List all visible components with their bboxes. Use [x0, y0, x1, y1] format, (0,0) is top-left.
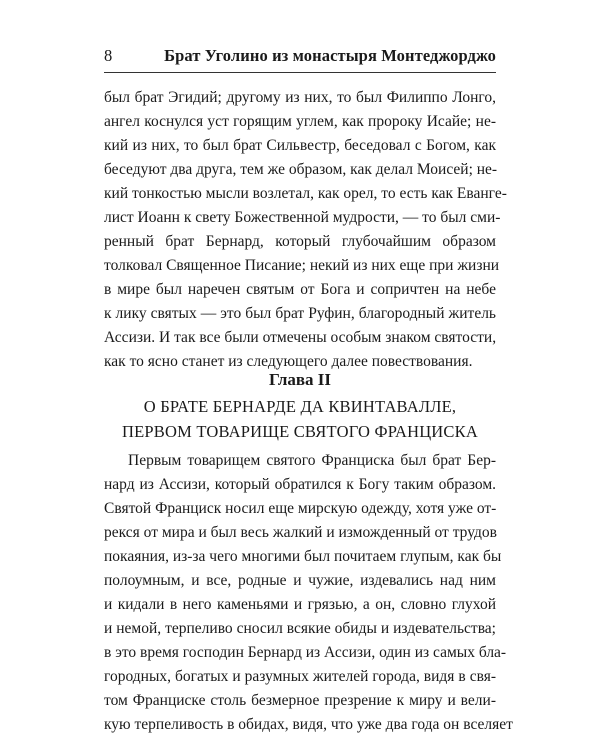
text-line: нард из Ассизи, который обратился к Богу таким образом.	[104, 476, 496, 493]
text-line: покаяния, из-за чего многими был почитаем глупым, как бы	[104, 548, 502, 565]
text-line: и немой, терпеливо сносил всякие обиды и издевательства;	[104, 620, 496, 637]
text-line: Святой Франциск носил еще мирскую одежду, хотя уже от-	[104, 500, 497, 517]
text-line: рекся от мира и был весь жалкий и изможденный от трудов	[104, 524, 497, 541]
text-line: в мире был наречен святым от Бога и сопричтен на небе	[104, 281, 496, 298]
text-line: и кидали в него каменьями и грязью, а он, словно глухой	[104, 596, 496, 613]
running-head	[104, 44, 496, 68]
chapter-subtitle-line: ПЕРВОМ ТОВАРИЩЕ СВЯТОГО ФРАНЦИСКА	[122, 422, 478, 441]
chapter-title: Глава II	[268, 370, 332, 389]
text-line: том Франциске столь безмерное презрение к миру и вели-	[104, 692, 496, 709]
text-line: ангел коснулся уст горящим углем, как пророку Исайе; не-	[104, 113, 496, 130]
text-line: был брат Эгидий; другому из них, то был Филиппо Лонго,	[104, 89, 496, 106]
text-line: кую терпеливость в обидах, видя, что уже два года он вселяет	[104, 716, 513, 733]
chapter-subtitle	[104, 394, 496, 444]
text-line: городных, богатых и разумных жителей города, видя в свя-	[104, 668, 496, 685]
running-title: Брат Уголино из монастыря Монтеджорджо	[164, 46, 496, 65]
text-line: беседуют два друга, тем же образом, как делал Моисей; не-	[104, 161, 498, 178]
text-line: кий тонкостью мысли возлетал, как орел, то есть как Еванге-	[104, 185, 507, 202]
text-line: полоумным, и все, родные и чужие, издевались над ним	[104, 572, 496, 589]
page-number: 8	[104, 46, 113, 65]
book-page	[104, 0, 513, 750]
text-line: ренный брат Бернард, который глубочайшим образом	[104, 233, 496, 250]
text-line: лист Иоанн к свету Божественной мудрости, — то был сми-	[104, 209, 501, 226]
text-line: к лику святых — это был брат Руфин, благородный житель	[104, 305, 496, 322]
text-line: как то ясно станет из следующего далее повествования.	[104, 353, 473, 370]
paragraph-continued	[104, 86, 507, 374]
text-line: Первым товарищем святого Франциска был брат Бер-	[128, 452, 496, 469]
text-line: Ассизи. И так все были отмечены особым знаком святости,	[104, 329, 497, 346]
chapter-subtitle-line: О БРАТЕ БЕРНАРДЕ ДА КВИНТАВАЛЛЕ,	[143, 397, 457, 416]
chapter-paragraph	[104, 449, 513, 737]
text-line: в это время господин Бернард из Ассизи, один из самых бла-	[104, 644, 507, 661]
text-line: толковал Священное Писание; некий из них еще при жизни	[104, 257, 500, 274]
text-line: кий из них, то был брат Сильвестр, беседовал с Богом, как	[104, 137, 496, 154]
header-rule	[104, 72, 496, 73]
